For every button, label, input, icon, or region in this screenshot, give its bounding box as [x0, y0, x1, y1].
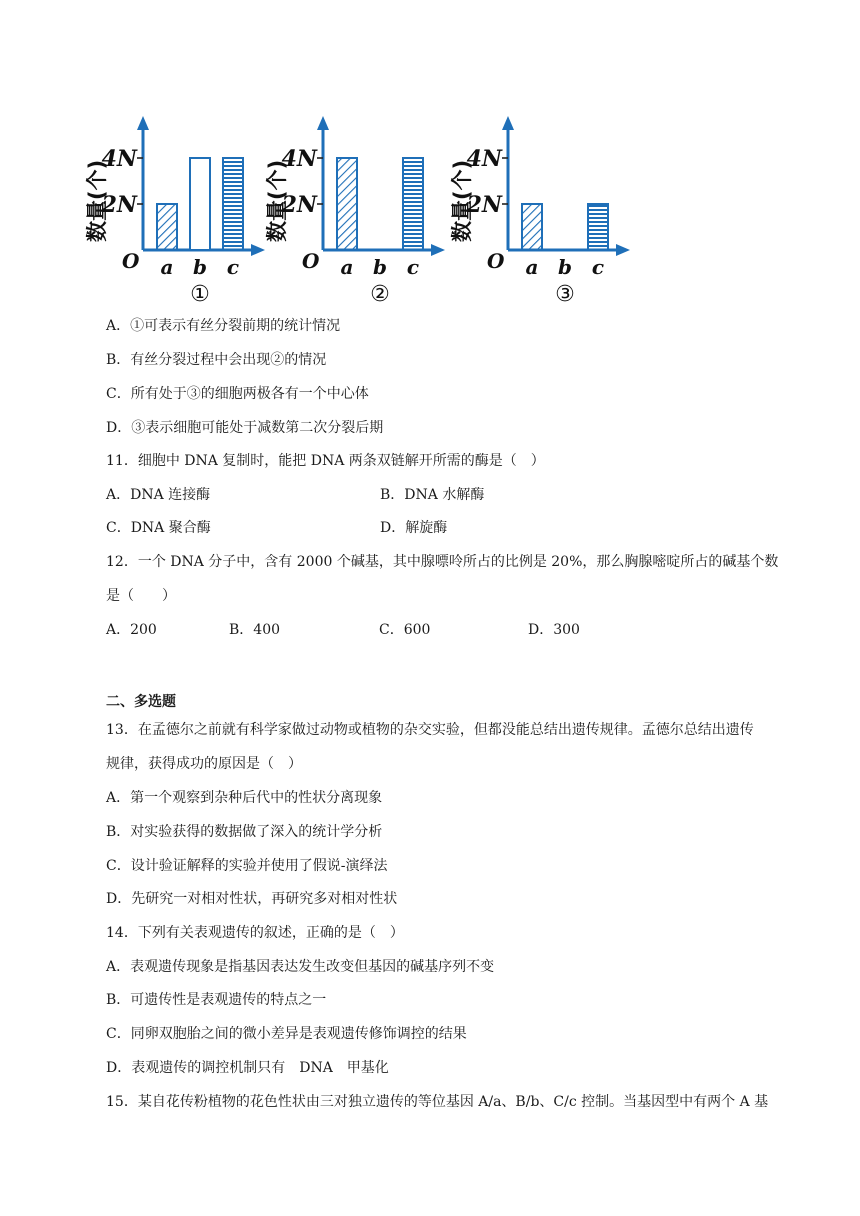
- q10-option-d[interactable]: D．③表示细胞可能处于减数第二次分裂后期: [106, 420, 384, 436]
- category-label-c: c: [591, 255, 605, 279]
- bar-a: [522, 204, 542, 250]
- figure-number: ②: [370, 282, 390, 307]
- q13-option-d[interactable]: D．先研究一对相对性状，再研究多对相对性状: [106, 891, 398, 907]
- q13-option-b[interactable]: B．对实验获得的数据做了深入的统计学分析: [106, 824, 383, 840]
- y-tick-4n: 4N: [281, 146, 317, 172]
- category-label-b: b: [373, 255, 387, 279]
- y-tick-4n: 4N: [101, 146, 137, 172]
- q12-option-d[interactable]: D．300: [528, 622, 580, 638]
- q14-option-d[interactable]: D．表观遗传的调控机制只有 DNA 甲基化: [106, 1060, 389, 1076]
- y-tick-4n: 4N: [466, 146, 502, 172]
- bar-c: [403, 158, 423, 250]
- q11-stem: 11．细胞中 DNA 复制时，能把 DNA 两条双链解开所需的酶是（ ）: [106, 453, 545, 469]
- figure-number: ③: [555, 282, 575, 307]
- q10-option-c[interactable]: C．所有处于③的细胞两极各有一个中心体: [106, 386, 369, 402]
- q12-option-c[interactable]: C．600: [379, 622, 431, 638]
- category-label-a: a: [525, 255, 539, 279]
- q12-option-b[interactable]: B．400: [229, 622, 281, 638]
- q11-option-b[interactable]: B．DNA 水解酶: [380, 487, 485, 503]
- chromosome-count-figures: [80, 112, 660, 312]
- q12-option-a[interactable]: A．200: [106, 622, 157, 638]
- bar-b: [190, 158, 210, 250]
- q15-stem: 15．某自花传粉植物的花色性状由三对独立遗传的等位基因 A/a、B/b、C/c 控制。当基因型中有两个 A 基: [106, 1094, 769, 1110]
- category-label-c: c: [406, 255, 420, 279]
- q10-option-b[interactable]: B．有丝分裂过程中会出现②的情况: [106, 352, 327, 368]
- q11-option-d[interactable]: D．解旋酶: [380, 520, 448, 536]
- category-label-a: a: [160, 255, 174, 279]
- y-tick-2n: 2N: [281, 192, 317, 218]
- q11-option-a[interactable]: A．DNA 连接酶: [106, 487, 211, 503]
- q13-stem-line2: 规律，获得成功的原因是（ ）: [106, 756, 302, 772]
- q14-option-b[interactable]: B．可遗传性是表观遗传的特点之一: [106, 992, 327, 1008]
- figure-2: [260, 112, 460, 312]
- bar-c: [588, 204, 608, 250]
- y-tick-2n: 2N: [466, 192, 502, 218]
- q13-option-c[interactable]: C．设计验证解释的实验并使用了假说-演绎法: [106, 858, 388, 874]
- y-tick-2n: 2N: [101, 192, 137, 218]
- figure-3: [445, 112, 645, 312]
- section-heading: 二、多选题: [106, 694, 176, 710]
- bar-c: [223, 158, 243, 250]
- y-axis-label: 数量(个): [265, 159, 289, 242]
- category-label-c: c: [226, 255, 240, 279]
- q11-option-c[interactable]: C．DNA 聚合酶: [106, 520, 211, 536]
- origin-label: O: [302, 249, 320, 273]
- q12-stem-line2: 是（ ）: [106, 588, 176, 604]
- origin-label: O: [487, 249, 505, 273]
- figure-1: [80, 112, 280, 312]
- q10-option-a[interactable]: A．①可表示有丝分裂前期的统计情况: [106, 318, 341, 334]
- q13-stem-line1: 13．在孟德尔之前就有科学家做过动物或植物的杂交实验，但都没能总结出遗传规律。孟德尔总结出遗传: [106, 722, 754, 738]
- category-label-b: b: [193, 255, 207, 279]
- q12-stem-line1: 12．一个 DNA 分子中，含有 2000 个碱基，其中腺嘌呤所占的比例是 20%，那么胸腺嘧啶所占的碱基个数: [106, 554, 779, 570]
- bar-a: [157, 204, 177, 250]
- q14-option-c[interactable]: C．同卵双胞胎之间的微小差异是表观遗传修饰调控的结果: [106, 1026, 467, 1042]
- category-label-b: b: [558, 255, 572, 279]
- bar-a: [337, 158, 357, 250]
- q13-option-a[interactable]: A．第一个观察到杂种后代中的性状分离现象: [106, 790, 383, 806]
- q14-option-a[interactable]: A．表观遗传现象是指基因表达发生改变但基因的碱基序列不变: [106, 959, 495, 975]
- origin-label: O: [122, 249, 140, 273]
- figure-number: ①: [190, 282, 210, 307]
- y-axis-label: 数量(个): [450, 159, 474, 242]
- category-label-a: a: [340, 255, 354, 279]
- y-axis-label: 数量(个): [85, 159, 109, 242]
- q14-stem: 14．下列有关表观遗传的叙述，正确的是（ ）: [106, 925, 404, 941]
